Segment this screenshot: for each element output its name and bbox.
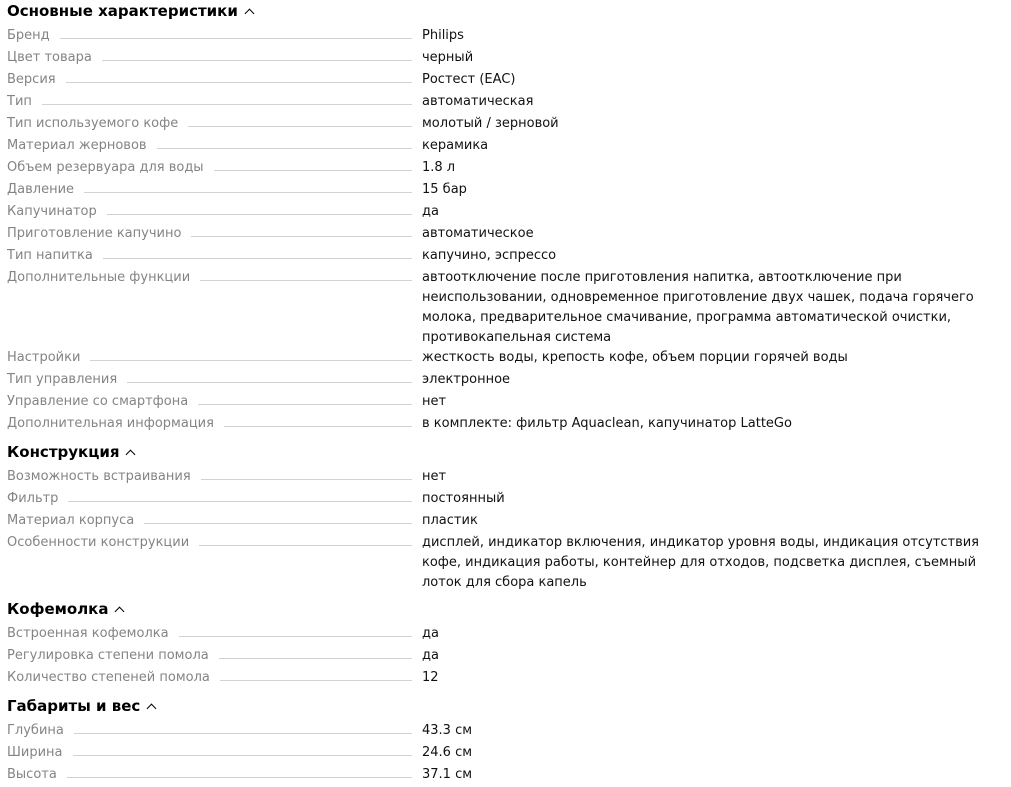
spec-row [7,392,1011,414]
spec-label-cell [7,268,417,288]
spec-value: 37.1 см [422,767,473,782]
leader-line [107,202,412,215]
spec-row [7,721,1011,743]
spec-label-cell [7,48,417,68]
spec-row [7,26,1011,48]
leader-line [200,268,412,281]
spec-label: Ширина [7,743,73,763]
spec-label-cell [7,246,417,266]
spec-label-cell [7,489,417,509]
leader-line [198,392,412,405]
spec-label: Фильтр [7,489,68,509]
leader-line [103,246,412,259]
spec-label: Версия [7,70,66,90]
spec-label: Регулировка степени помола [7,646,219,666]
section-header[interactable] [7,598,1011,620]
spec-value: молотый / зерновой [422,116,559,131]
spec-row [7,511,1011,533]
spec-value: 12 [422,670,439,685]
spec-label: Приготовление капучино [7,224,191,244]
spec-row [7,114,1011,136]
spec-label: Глубина [7,721,74,741]
spec-row [7,624,1011,646]
spec-value: жесткость воды, крепость кофе, объем порции горячей воды [422,350,848,365]
leader-line [201,467,412,480]
leader-line [42,92,412,105]
leader-line [66,70,412,83]
section-title: Кофемолка [7,600,109,618]
leader-line [179,624,412,637]
spec-label: Капучинатор [7,202,107,222]
spec-row [7,467,1011,489]
section-body [7,467,1011,593]
spec-value: 24.6 см [422,745,473,760]
leader-line [90,348,412,361]
leader-line [102,48,412,61]
spec-label-cell [7,136,417,156]
leader-line [157,136,412,149]
spec-value: электронное [422,372,511,387]
spec-value: керамика [422,138,489,153]
spec-label: Высота [7,765,67,785]
chevron-up-icon[interactable] [244,8,254,18]
spec-value: в комплекте: фильтр Aquaclean, капучинатор LatteGo [422,416,792,431]
spec-row [7,268,1011,348]
chevron-up-icon[interactable] [147,703,157,713]
spec-label: Тип используемого кофе [7,114,188,134]
spec-value: 15 бар [422,182,467,197]
spec-value: дисплей, индикатор включения, индикатор уровня воды, индикация отсутствия кофе, индикация работы, контейнер для отходов, подсветка дисплея, съемный лоток для сбора капель [422,535,980,590]
leader-line [73,743,412,756]
spec-label-cell [7,533,417,553]
spec-label: Материал корпуса [7,511,144,531]
spec-label-cell [7,511,417,531]
specifications-panel [7,0,1011,787]
spec-row [7,70,1011,92]
section-body [7,624,1011,690]
spec-label: Давление [7,180,84,200]
section-header[interactable] [7,0,1011,22]
spec-row [7,743,1011,765]
section-body [7,26,1011,436]
spec-label: Возможность встраивания [7,467,201,487]
spec-row [7,136,1011,158]
spec-label-cell [7,70,417,90]
spec-label-cell [7,370,417,390]
spec-row [7,646,1011,668]
spec-value: постоянный [422,491,505,506]
spec-label: Тип [7,92,42,112]
spec-label: Дополнительные функции [7,268,200,288]
spec-row [7,533,1011,593]
spec-label: Материал жерновов [7,136,157,156]
spec-value: 1.8 л [422,160,456,175]
leader-line [224,414,412,427]
chevron-up-icon[interactable] [126,449,136,459]
spec-label: Объем резервуара для воды [7,158,214,178]
spec-row [7,180,1011,202]
chevron-up-icon[interactable] [115,606,125,616]
spec-label-cell [7,721,417,741]
spec-value: да [422,204,439,219]
spec-label-cell [7,158,417,178]
section-title: Конструкция [7,443,120,461]
spec-label: Тип управления [7,370,127,390]
leader-line [191,224,412,237]
spec-value: пластик [422,513,478,528]
spec-value: нет [422,469,447,484]
section-header[interactable] [7,695,1011,717]
spec-label-cell [7,392,417,412]
spec-value: автоотключение после приготовления напитка, автоотключение при неиспользовании, одновременное приготовление двух чашек, подача горячего молока, предварительное смачивание, программа автоматической очистки, противокапельная система [422,270,974,345]
spec-label-cell [7,114,417,134]
spec-value: 43.3 см [422,723,473,738]
spec-label: Особенности конструкции [7,533,199,553]
spec-value: да [422,648,439,663]
spec-label-cell [7,348,417,368]
leader-line [144,511,412,524]
section-title: Основные характеристики [7,2,238,20]
spec-row [7,348,1011,370]
leader-line [67,765,412,778]
spec-row [7,224,1011,246]
spec-label: Дополнительная информация [7,414,224,434]
spec-label: Цвет товара [7,48,102,68]
section-title: Габариты и вес [7,697,141,715]
spec-label-cell [7,743,417,763]
spec-row [7,668,1011,690]
spec-label-cell [7,646,417,666]
spec-row [7,414,1011,436]
spec-label-cell [7,180,417,200]
spec-label-cell [7,92,417,112]
spec-label-cell [7,765,417,785]
spec-label: Бренд [7,26,60,46]
spec-label: Тип напитка [7,246,103,266]
spec-label-cell [7,624,417,644]
spec-value: черный [422,50,474,65]
leader-line [199,533,412,546]
spec-row [7,92,1011,114]
spec-value: автоматическая [422,94,534,109]
spec-value: нет [422,394,447,409]
spec-row [7,246,1011,268]
spec-row [7,765,1011,787]
spec-value: Philips [422,28,464,43]
spec-row [7,489,1011,511]
leader-line [127,370,412,383]
spec-label-cell [7,26,417,46]
spec-label-cell [7,202,417,222]
spec-row [7,158,1011,180]
spec-label: Управление со смартфона [7,392,198,412]
leader-line [68,489,412,502]
leader-line [188,114,412,127]
spec-label-cell [7,414,417,434]
spec-label: Встроенная кофемолка [7,624,179,644]
spec-label-cell [7,668,417,688]
spec-label-cell [7,467,417,487]
leader-line [60,26,412,39]
leader-line [84,180,412,193]
spec-value: да [422,626,439,641]
spec-value: автоматическое [422,226,534,241]
spec-value: Ростест (EAC) [422,72,516,87]
spec-label-cell [7,224,417,244]
leader-line [214,158,412,171]
spec-row [7,370,1011,392]
section-body [7,721,1011,787]
leader-line [74,721,412,734]
leader-line [220,668,412,681]
spec-label: Настройки [7,348,90,368]
leader-line [219,646,412,659]
section-header[interactable] [7,441,1011,463]
spec-row [7,202,1011,224]
spec-label: Количество степеней помола [7,668,220,688]
spec-row [7,48,1011,70]
spec-value: капучино, эспрессо [422,248,557,263]
